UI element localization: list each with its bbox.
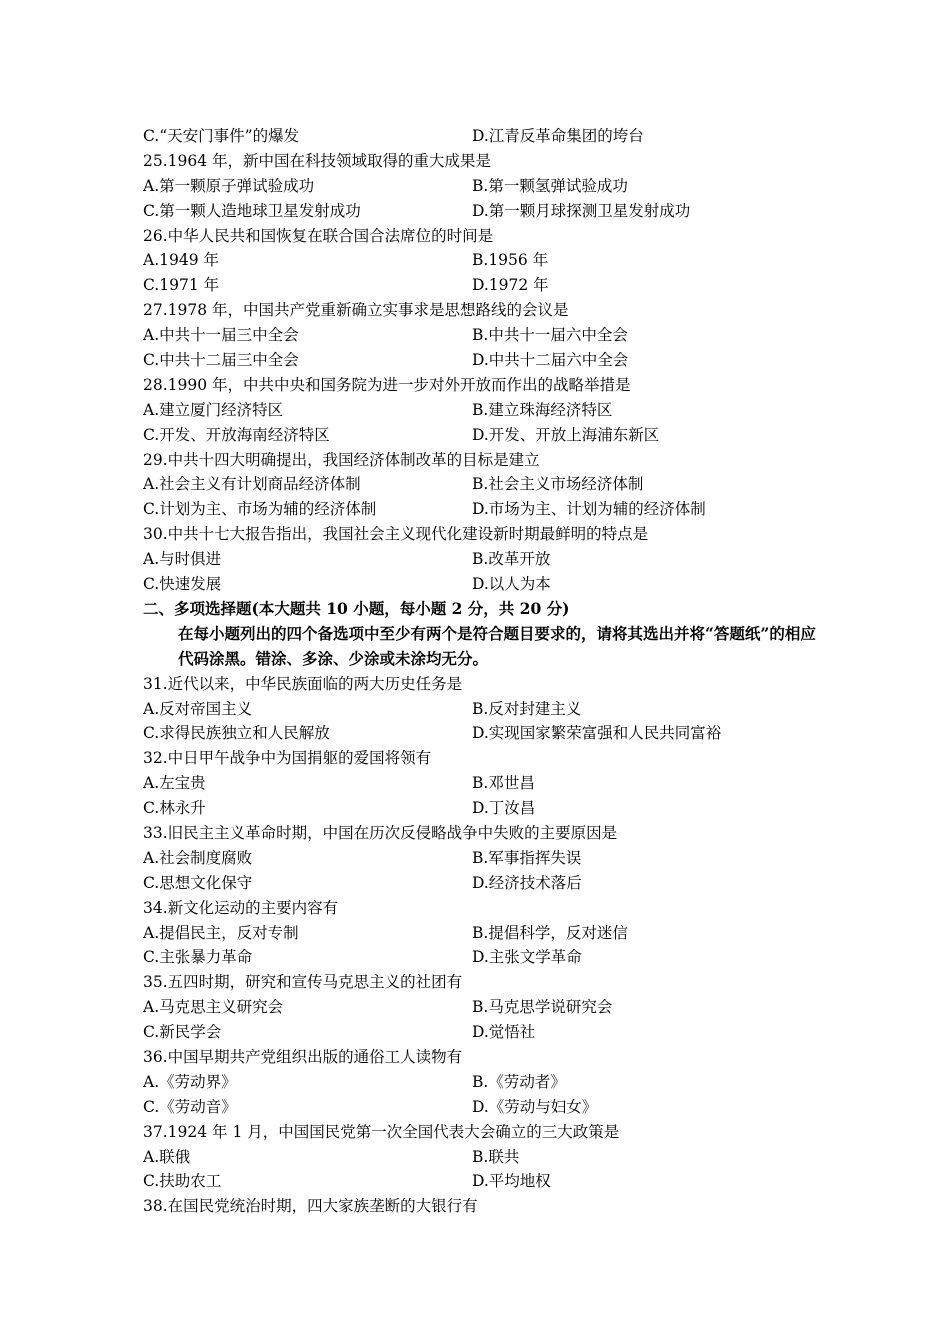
option-c: C.林永升 (143, 799, 206, 818)
option-row (143, 995, 823, 1020)
question-stem: 33.旧民主主义革命时期，中国在历次反侵略战争中失败的主要原因是 (143, 823, 618, 842)
option-row (143, 721, 823, 746)
option-b: B.邓世昌 (472, 774, 535, 793)
option-c: C.1971 年 (143, 276, 220, 295)
option-d: D.以人为本 (472, 575, 551, 594)
option-row (143, 1145, 823, 1170)
option-c: C.第一颗人造地球卫星发射成功 (143, 201, 361, 220)
option-d: D.《劳动与妇女》 (472, 1097, 598, 1116)
option-row (143, 248, 823, 273)
option-row (143, 398, 823, 423)
option-c: C.扶助农工 (143, 1172, 222, 1191)
option-row (143, 423, 823, 448)
option-d: D.实现国家繁荣富强和人民共同富裕 (472, 724, 722, 743)
question-stem: 28.1990 年，中共中央和国务院为进一步对外开放而作出的战略举措是 (143, 375, 631, 394)
option-d: D.主张文学革命 (472, 948, 582, 967)
exam-page (143, 124, 823, 1219)
option-c: C.快速发展 (143, 575, 222, 594)
question-stem: 27.1978 年，中国共产党重新确立实事求是思想路线的会议是 (143, 301, 569, 320)
option-a: A.1949 年 (143, 251, 219, 270)
option-row (143, 1070, 823, 1095)
question-stem: 30.中共十七大报告指出，我国社会主义现代化建设新时期最鲜明的特点是 (143, 525, 649, 544)
option-row (143, 1095, 823, 1120)
option-d: D.平均地权 (472, 1172, 551, 1191)
option-c: C.《劳动音》 (143, 1097, 237, 1116)
option-row (143, 348, 823, 373)
option-a: A.社会制度腐败 (143, 848, 253, 867)
option-a: A.马克思主义研究会 (143, 998, 284, 1017)
option-row (143, 945, 823, 970)
option-b: B.改革开放 (472, 550, 551, 569)
option-c: C.思想文化保守 (143, 873, 253, 892)
option-c: C.计划为主、市场为辅的经济体制 (143, 500, 377, 519)
question-stem: 31.近代以来，中华民族面临的两大历史任务是 (143, 674, 463, 693)
option-b: B.中共十一届六中全会 (472, 326, 628, 345)
option-d: D.1972 年 (472, 276, 549, 295)
option-row (143, 921, 823, 946)
option-d: D.经济技术落后 (472, 873, 582, 892)
option-row (143, 497, 823, 522)
option-a: A.建立厦门经济特区 (143, 400, 284, 419)
option-row (143, 572, 823, 597)
question-stem: 36.中国早期共产党组织出版的通俗工人读物有 (143, 1048, 463, 1066)
option-row (143, 1169, 823, 1194)
question-stem: 38.在国民党统治时期，四大家族垄断的大银行有 (143, 1197, 478, 1216)
option-row (143, 1020, 823, 1045)
option-a: A.左宝贵 (143, 774, 206, 793)
option-b: B.提倡科学，反对迷信 (472, 923, 628, 942)
question-stem: 35.五四时期，研究和宣传马克思主义的社团有 (143, 973, 463, 992)
option-c: C.新民学会 (143, 1023, 222, 1042)
question-stem: 26.中华人民共和国恢复在联合国合法席位的时间是 (143, 226, 494, 245)
option-a: A.与时俱进 (143, 550, 222, 569)
option-row (143, 796, 823, 821)
question-stem: 37.1924 年 1 月，中国国民党第一次全国代表大会确立的三大政策是 (143, 1122, 620, 1141)
option-row (143, 124, 823, 149)
option-d: D.江青反革命集团的垮台 (472, 127, 644, 145)
option-c: C.主张暴力革命 (143, 948, 253, 967)
option-b: B.军事指挥失误 (472, 848, 582, 867)
option-row (143, 697, 823, 722)
option-a: A.联俄 (143, 1147, 191, 1166)
option-row (143, 871, 823, 896)
section-title: 二、多项选择题(本大题共 10 小题，每小题 2 分，共 20 分) (143, 598, 570, 618)
option-b: B.1956 年 (472, 251, 549, 270)
question-block-2 (143, 672, 823, 1195)
option-c: C.求得民族独立和人民解放 (143, 724, 330, 743)
question-block-1 (143, 149, 823, 597)
option-b: B.社会主义市场经济体制 (472, 475, 644, 494)
option-a: A.第一颗原子弹试验成功 (143, 176, 315, 195)
option-row (143, 472, 823, 497)
option-d: D.中共十二届六中全会 (472, 351, 629, 370)
option-a: A.反对帝国主义 (143, 699, 253, 718)
option-c: C.“天安门事件”的爆发 (143, 127, 300, 145)
question-stem: 29.中共十四大明确提出，我国经济体制改革的目标是建立 (143, 450, 540, 469)
option-b: B.联共 (472, 1147, 520, 1166)
option-row (143, 771, 823, 796)
option-a: A.社会主义有计划商品经济体制 (143, 475, 361, 494)
option-row (143, 174, 823, 199)
question-stem: 25.1964 年，新中国在科技领域取得的重大成果是 (143, 151, 492, 170)
option-row (143, 323, 823, 348)
option-b: B.《劳动者》 (472, 1072, 566, 1091)
option-d: D.丁汝昌 (472, 799, 536, 818)
option-c: C.中共十二届三中全会 (143, 351, 299, 370)
option-a: A.中共十一届三中全会 (143, 326, 299, 345)
option-row (143, 199, 823, 224)
option-row (143, 846, 823, 871)
option-row (143, 547, 823, 572)
option-b: B.第一颗氢弹试验成功 (472, 176, 628, 195)
question-stem: 34.新文化运动的主要内容有 (143, 898, 339, 917)
option-b: B.建立珠海经济特区 (472, 400, 613, 419)
option-b: B.马克思学说研究会 (472, 998, 613, 1017)
option-d: D.觉悟社 (472, 1023, 536, 1042)
option-a: A.提倡民主，反对专制 (143, 923, 299, 942)
option-row (143, 273, 823, 298)
option-d: D.第一颗月球探测卫星发射成功 (472, 201, 691, 220)
option-d: D.市场为主、计划为辅的经济体制 (472, 500, 706, 519)
section-instruction: 在每小题列出的四个备选项中至少有两个是符合题目要求的，请将其选出并将“答题纸”的相应代码涂黑。错涂、多涂、少涂或未涂均无分。 (178, 623, 816, 668)
option-c: C.开发、开放海南经济特区 (143, 425, 330, 444)
question-stem: 32.中日甲午战争中为国捐躯的爱国将领有 (143, 749, 432, 768)
option-a: A.《劳动界》 (143, 1072, 237, 1091)
option-b: B.反对封建主义 (472, 699, 582, 718)
option-d: D.开发、开放上海浦东新区 (472, 425, 660, 444)
